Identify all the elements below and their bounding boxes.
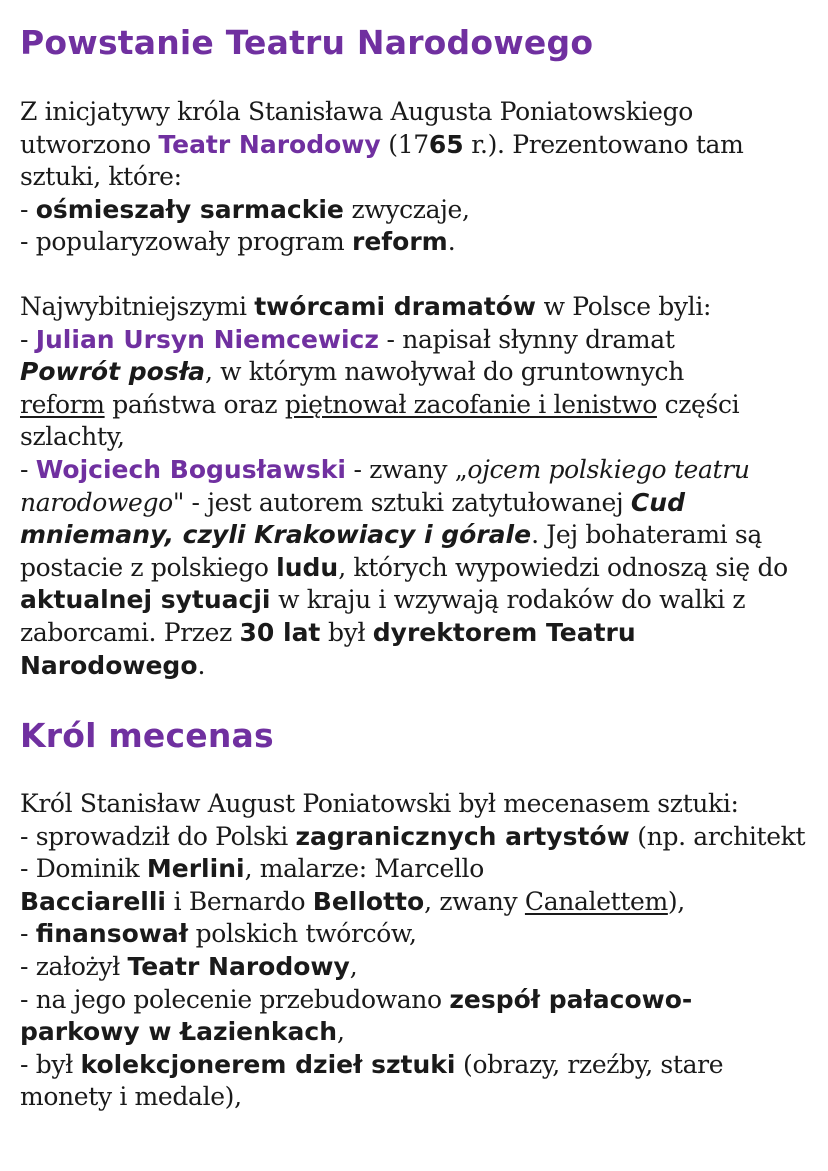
work-title-powrot-posla: Powrót posła <box>20 357 205 387</box>
author-name-niemcewicz: Julian Ursyn Niemcewicz <box>35 324 379 354</box>
section-title-teatr-narodowy: Powstanie Teatru Narodowego <box>20 23 594 62</box>
paragraph-authors: Najwybitniejszymi twórcami dramatów w Polsce byli: - Julian Ursyn Niemcewicz - napisał słynny dramat Powrót posła, w którym nawoływał do gruntownych reform państwa oraz piętnował zacofanie i lenistwo części szlachty, - Wojciech Bogusławski - zwany „ojcem polskiego teatru narodowego" - jest autorem sztuki zatytułowanej Cud mniemany, czyli Krakowiacy i górale. Jej bohaterami są postacie z polskiego ludu, których wypowiedzi odnoszą się do aktualnej sytuacji w kraju i wzywają rodaków do walki z zaborcami. Przez 30 lat był dyrektorem Teatru Narodowego. <box>20 291 788 680</box>
section-title-krol-mecenas: Król mecenas <box>20 716 274 756</box>
paragraph-intro: Z inicjatywy króla Stanisława Augusta Poniatowskiego utworzono Teatr Narodowy (1765 r.). Prezentowano tam sztuki, które: - ośmieszały sarmackie zwyczaje, - popularyzowały program reform. <box>20 97 744 257</box>
paragraph-mecenas: Król Stanisław August Poniatowski był mecenasem sztuki: - sprowadził do Polski zagranicznych artystów (np. architekt - Dominik Merlini, malarze: Marcello Bacciarelli i Bernardo Bellotto, zwany Canalettem), - finansował polskich twórców, - założył Teatr Narodowy, - na jego polecenie przebudowano zespół pałacowo-parkowy w Łazienkach, - był kolekcjonerem dzieł sztuki (obrazy, rzeźby, stare monety i medale), <box>20 789 806 1112</box>
author-name-boguslawski: Wojciech Bogusławski <box>35 454 346 484</box>
work-title-cud-mniemany: Cud mniemany, czyli Krakowiacy i górale <box>20 487 685 550</box>
highlight-teatr-narodowy: Teatr Narodowy <box>158 129 381 159</box>
